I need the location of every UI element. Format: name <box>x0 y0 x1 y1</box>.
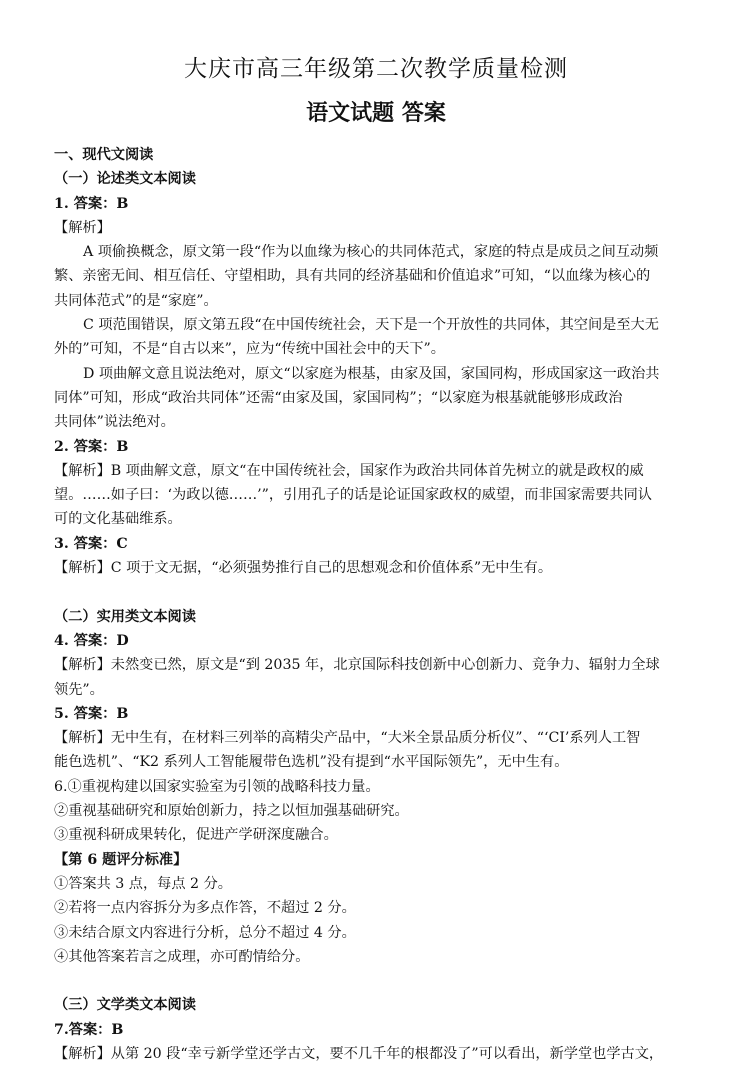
text-line: 【解析】C 项于文无据，“必须强势推行自己的思想观念和价值体系”无中生有。 <box>54 560 553 577</box>
text-line: ③未结合原文内容进行分析，总分不超过 4 分。 <box>54 924 356 941</box>
answer-line: 5. 答案：B <box>54 705 129 722</box>
criteria-heading: 【第 6 题评分标准】 <box>54 851 188 868</box>
text-line: 【解析】未然变已然，原文是“到 2035 年，北京国际科技创新中心创新力、竞争力、辐射力全球 <box>54 657 660 674</box>
subsection-heading: （二）实用类文本阅读 <box>54 608 196 625</box>
page-title: 大庆市高三年级第二次教学质量检测 <box>184 56 568 82</box>
section-heading: 一、现代文阅读 <box>54 147 154 163</box>
text-line: 能色选机”、“K2 系列人工智能履带色选机”没有提到“水平国际领先”，无中生有。 <box>54 754 569 771</box>
text-line: 望。……如子曰：‘为政以德……’”，引用孔子的话是论证国家政权的威望，而非国家需要共同认 <box>54 487 652 504</box>
subsection-heading: （三）文学类文本阅读 <box>54 997 196 1014</box>
text-line: A 项偷换概念，原文第一段“作为以血缘为核心的共同体范式，家庭的特点是成员之间互动频 <box>83 244 659 261</box>
text-line: ②重视基础研究和原始创新力，持之以恒加强基础研究。 <box>54 803 409 820</box>
text-line: 领先”。 <box>54 681 104 698</box>
text-line: C 项范围错误，原文第五段“在中国传统社会，天下是一个开放性的共同体，其空间是至大无 <box>83 317 659 334</box>
text-line: 【解析】无中生有，在材料三列举的高精尖产品中，“大米全景品质分析仪”、“‘CI’系列人工智 <box>54 730 641 747</box>
text-line: ④其他答案若言之成理，亦可酌情给分。 <box>54 948 310 965</box>
answer-line: 2. 答案：B <box>54 438 129 455</box>
text-line: 繁、亲密无间、相互信任、守望相助，具有共同的经济基础和价值追求”可知，“以血缘为核心的 <box>54 268 651 285</box>
answer-line: 3. 答案：C <box>54 535 128 552</box>
text-line: ①答案共 3 点，每点 2 分。 <box>54 875 232 892</box>
text-line: 可的文化基础维系。 <box>54 511 182 528</box>
page-subtitle: 语文试题 答案 <box>306 100 446 126</box>
text-line: 共同体”说法绝对。 <box>54 414 175 431</box>
answer-line: 7.答案：B <box>54 1021 124 1038</box>
text-line: ③重视科研成果转化，促进产学研深度融合。 <box>54 827 338 844</box>
text-line: 6.①重视构建以国家实验室为引领的战略科技力量。 <box>54 778 380 795</box>
subsection-heading: （一）论述类文本阅读 <box>54 171 196 188</box>
text-line: 【解析】从第 20 段“幸亏新学堂还学古文，要不几千年的根都没了”可以看出，新学堂也学古文， <box>54 1045 664 1062</box>
answer-line: 1. 答案：B <box>54 195 129 212</box>
text-line: D 项曲解文意且说法绝对，原文“以家庭为根基，由家及国，家国同构，形成国家这一政治共 <box>83 365 660 382</box>
text-line: 同体”可知，形成“政治共同体”还需“由家及国，家国同构”；“以家庭为根基就能够形成政治 <box>54 389 623 406</box>
text-line: 共同体范式”的是“家庭”。 <box>54 292 218 309</box>
answer-line: 4. 答案：D <box>54 632 129 649</box>
text-line: 【解析】B 项曲解文意，原文“在中国传统社会，国家作为政治共同体首先树立的就是政权的威 <box>54 462 644 479</box>
text-line: ②若将一点内容拆分为多点作答，不超过 2 分。 <box>54 900 356 917</box>
analysis-label: 【解析】 <box>54 219 111 236</box>
text-line: 外的”可知，不是“自古以来”，应为“传统中国社会中的天下”。 <box>54 341 445 358</box>
spacer <box>54 580 704 604</box>
answer-body <box>54 143 704 1066</box>
spacer <box>54 969 704 993</box>
